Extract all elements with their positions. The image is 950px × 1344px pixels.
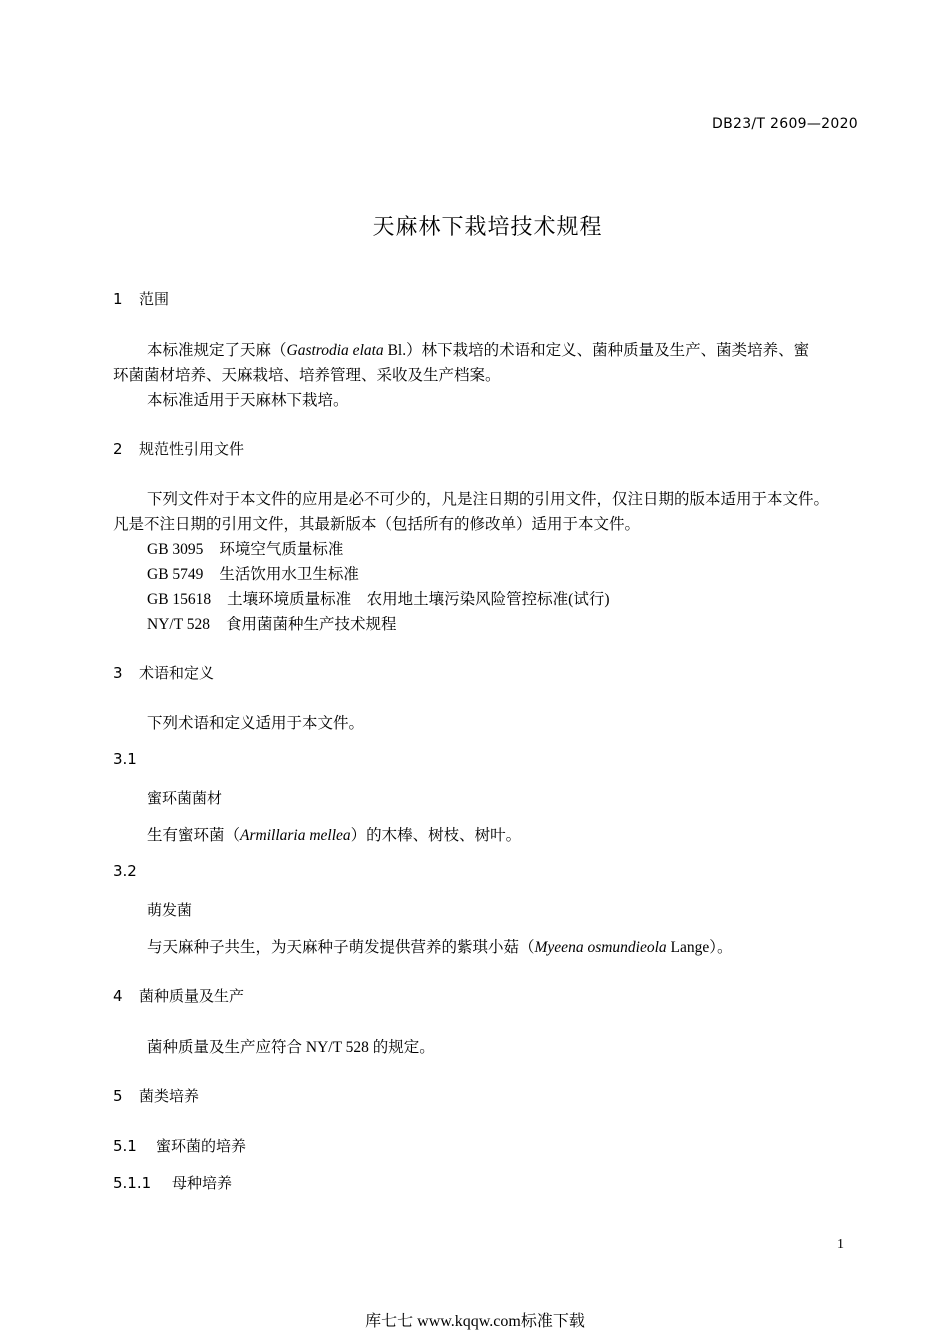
- species-name: Gastrodia elata: [286, 342, 384, 359]
- text: 生有蜜环菌（: [147, 827, 241, 844]
- section-title: 规范性引用文件: [139, 440, 245, 458]
- reference-item: [147, 587, 610, 609]
- section-number: 4: [113, 987, 123, 1005]
- section-number: 3: [113, 664, 123, 682]
- references-intro-line2: 凡是不注日期的引用文件，其最新版本（包括所有的修改单）适用于本文件。: [113, 516, 641, 533]
- document-title: 天麻林下栽培技术规程: [372, 215, 603, 240]
- reference-name: 生活饮用水卫生标准: [219, 566, 359, 583]
- term-name: 萌发菌: [147, 901, 193, 919]
- reference-code: GB 5749: [147, 566, 204, 583]
- reference-item: [147, 562, 359, 584]
- reference-name: 食用菌菌种生产技术规程: [226, 616, 397, 633]
- scope-paragraph-line1: [147, 338, 809, 360]
- standard-number: DB23/T 2609—2020: [712, 116, 858, 132]
- term-definition: [147, 935, 733, 957]
- term-definition: [147, 823, 521, 845]
- section-number: 5.1: [113, 1137, 137, 1155]
- term-number: 3.2: [113, 862, 137, 880]
- section-title: 术语和定义: [139, 664, 215, 682]
- section-number: 2: [113, 440, 123, 458]
- reference-name: 环境空气质量标准: [219, 541, 344, 558]
- text: 与天麻种子共生，为天麻种子萌发提供营养的紫琪小菇（: [147, 939, 535, 956]
- section-title: 范围: [139, 290, 170, 308]
- section-number: 5.1.1: [113, 1174, 152, 1192]
- subsection-5-1-1-heading: [113, 1172, 232, 1193]
- section-3-heading: [113, 662, 214, 683]
- section-title: 菌种质量及生产: [139, 987, 245, 1005]
- section-number: 1: [113, 290, 123, 308]
- section-number: 5: [113, 1087, 123, 1105]
- species-name: Armillaria mellea: [240, 827, 351, 844]
- term-number: 3.1: [113, 750, 137, 768]
- references-intro-line1: 下列文件对于本文件的应用是必不可少的，凡是注日期的引用文件，仅注日期的版本适用于本文件。: [147, 491, 830, 508]
- section-1-heading: [113, 288, 169, 309]
- reference-item: [147, 612, 397, 634]
- reference-code: GB 3095: [147, 541, 204, 558]
- strain-paragraph: 菌种质量及生产应符合 NY/T 528 的规定。: [147, 1039, 435, 1056]
- section-4-heading: [113, 985, 244, 1006]
- species-name: Myeena osmundieola: [534, 939, 667, 956]
- text: 本标准规定了天麻（: [147, 342, 287, 359]
- text: ）的木棒、树枝、树叶。: [350, 827, 522, 844]
- section-title: 蜜环菌的培养: [156, 1137, 247, 1155]
- terms-intro: 下列术语和定义适用于本文件。: [147, 715, 365, 732]
- watermark-text: 库七七 www.kqqw.com标准下载: [365, 1313, 585, 1330]
- text: Bl.）林下栽培的术语和定义、菌种质量及生产、菌类培养、蜜: [383, 342, 810, 359]
- term-name: 蜜环菌菌材: [147, 789, 223, 807]
- reference-name: 土壤环境质量标准 农用地土壤污染风险管控标准(试行): [227, 591, 610, 608]
- section-5-heading: [113, 1085, 199, 1106]
- reference-item: [147, 537, 343, 559]
- text: Lange）。: [666, 939, 733, 956]
- section-title: 母种培养: [172, 1174, 233, 1192]
- page-number: 1: [837, 1237, 844, 1252]
- reference-code: NY/T 528: [147, 616, 211, 633]
- section-2-heading: [113, 438, 244, 459]
- scope-paragraph-line2: 环菌菌材培养、天麻栽培、培养管理、采收及生产档案。: [113, 367, 501, 384]
- reference-code: GB 15618: [147, 591, 212, 608]
- section-title: 菌类培养: [139, 1087, 200, 1105]
- subsection-5-1-heading: [113, 1135, 246, 1156]
- scope-applicability: 本标准适用于天麻林下栽培。: [147, 392, 349, 409]
